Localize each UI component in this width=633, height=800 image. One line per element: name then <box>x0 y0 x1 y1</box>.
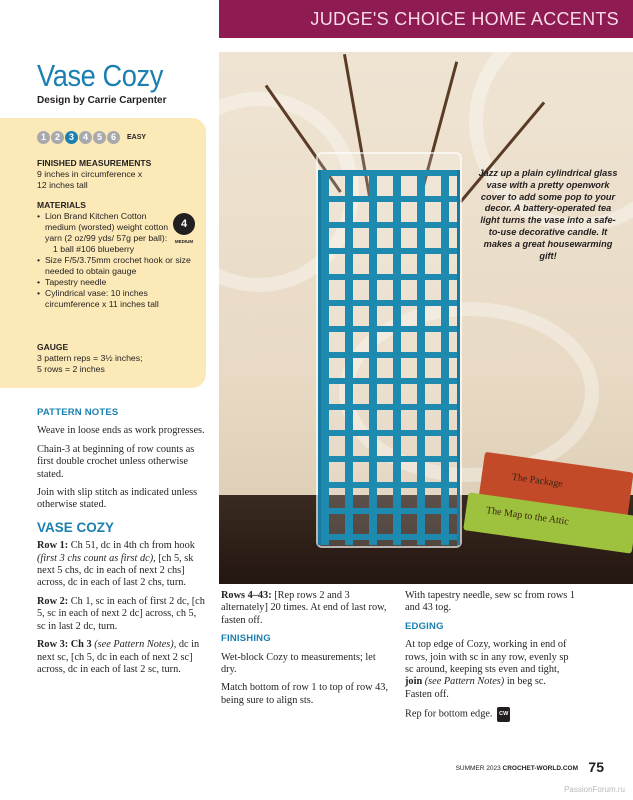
materials-item: • Tapestry needle <box>37 277 197 288</box>
footer-magazine-info: SUMMER 2023 CROCHET-WORLD.COM <box>455 765 578 772</box>
book-title: The Map to the Attic <box>485 505 570 528</box>
column-left <box>37 407 207 682</box>
skill-level-2: 2 <box>51 131 64 144</box>
pattern-note: Chain-3 at beginning of row counts as first double crochet unless otherwise stated. <box>37 443 195 480</box>
materials-info-box <box>0 118 206 388</box>
pattern-title: Vase Cozy <box>37 58 163 93</box>
end-mark-icon: CW <box>497 707 510 721</box>
pattern-notes-heading: PATTERN NOTES <box>37 407 119 418</box>
rows-4-43-instruction: Rows 4–43: [Rep rows 2 and 3 alternately] 20 times. At end of last row, fasten off. <box>221 590 387 626</box>
row-2-instruction: Row 2: Ch 1, sc in each of first 2 dc, [ch 5, sc in each of next 2 dc] across, ch 5, sc in last 2 dc, turn. <box>37 595 205 632</box>
finishing-step: Match bottom of row 1 to top of row 43, being sure to align sts. <box>221 682 389 706</box>
finished-measurements <box>37 158 197 191</box>
finished-measurements-line2: 12 inches tall <box>37 180 88 190</box>
yarn-weight-icon <box>170 213 198 245</box>
finishing-step: With tapestry needle, sew sc from rows 1 and 43 tog. <box>405 590 576 614</box>
skill-level-row <box>37 131 146 144</box>
materials-item: • Cylindrical vase: 10 inches circumference x 11 inches tall <box>37 288 197 310</box>
materials-heading: MATERIALS <box>37 200 86 210</box>
finishing-heading: FINISHING <box>221 633 271 645</box>
skill-level-5: 5 <box>93 131 106 144</box>
yarn-weight-number: 4 <box>173 213 195 235</box>
skill-level-1: 1 <box>37 131 50 144</box>
finishing-step: Wet-block Cozy to measurements; let dry. <box>221 651 376 676</box>
materials-item: • Lion Brand Kitchen Cotton medium (worsted) weight cotton yarn (2 oz/99 yds/ 57g per ball): <box>37 211 197 244</box>
column-right <box>405 590 575 728</box>
pattern-note: Join with slip stitch as indicated unless otherwise stated. <box>37 487 198 511</box>
materials-item: • Size F/5/3.75mm crochet hook or size needed to obtain gauge <box>37 255 197 277</box>
page-number: 75 <box>588 759 604 775</box>
skill-level-4: 4 <box>79 131 92 144</box>
gauge-line1: 3 pattern reps = 3½ inches; <box>37 353 143 363</box>
edging-step: At top edge of Cozy, working in end of rows, join with sc in any row, evenly sp sc around, keeping sts even and tight, join (see Pattern Notes) in beg sc. Fasten off. <box>405 639 569 700</box>
skill-level-6: 6 <box>107 131 120 144</box>
yarn-weight-label: MEDIUM <box>174 239 194 244</box>
pattern-note: Weave in loose ends as work progresses. <box>37 425 205 437</box>
gauge-section <box>37 342 197 375</box>
vase-cozy-heading: VASE COZY <box>37 519 115 535</box>
skill-level-label: EASY <box>127 134 147 141</box>
edging-heading: EDGING <box>405 620 444 632</box>
photo-caption: Jazz up a plain cylindrical glass vase with a pretty openwork cover to add some pop to your decor. A battery-operated tea light turns the vase into a safe-to-use decorative candle. It makes a great housewarming gift! <box>478 168 618 261</box>
finished-measurements-line1: 9 inches in circumference x <box>37 169 143 179</box>
row-3-instruction: Row 3: Ch 3 (see Pattern Notes), dc in next sc, [ch 5, dc in each of next 2 sc] across, dc in each of last 2 sc, turn. <box>37 639 200 675</box>
gauge-heading: GAUGE <box>37 342 69 352</box>
section-header-band <box>219 0 633 38</box>
gauge-line2: 5 rows = 2 inches <box>37 364 105 374</box>
section-title: JUDGE'S CHOICE HOME ACCENTS <box>310 9 619 29</box>
designer-credit: Design by Carrie Carpenter <box>37 95 167 106</box>
row-1-instruction: Row 1: Ch 51, dc in 4th ch from hook (first 3 chs count as first dc), [ch 5, sk next 5 chs, dc in each of next 2 chs] across, dc in each of last 2 chs, turn. <box>37 540 195 589</box>
edging-step: Rep for bottom edge. CW <box>405 708 509 720</box>
vase-cozy-photo <box>219 52 633 584</box>
finished-measurements-heading: FINISHED MEASUREMENTS <box>37 158 152 168</box>
crocheted-cozy <box>318 170 460 545</box>
materials-subitem: 1 ball #106 blueberry <box>53 244 135 254</box>
watermark: PassionForum.ru <box>564 785 625 794</box>
book-title: The Package <box>511 471 564 490</box>
column-middle <box>221 590 391 713</box>
skill-level-3: 3 <box>65 131 78 144</box>
